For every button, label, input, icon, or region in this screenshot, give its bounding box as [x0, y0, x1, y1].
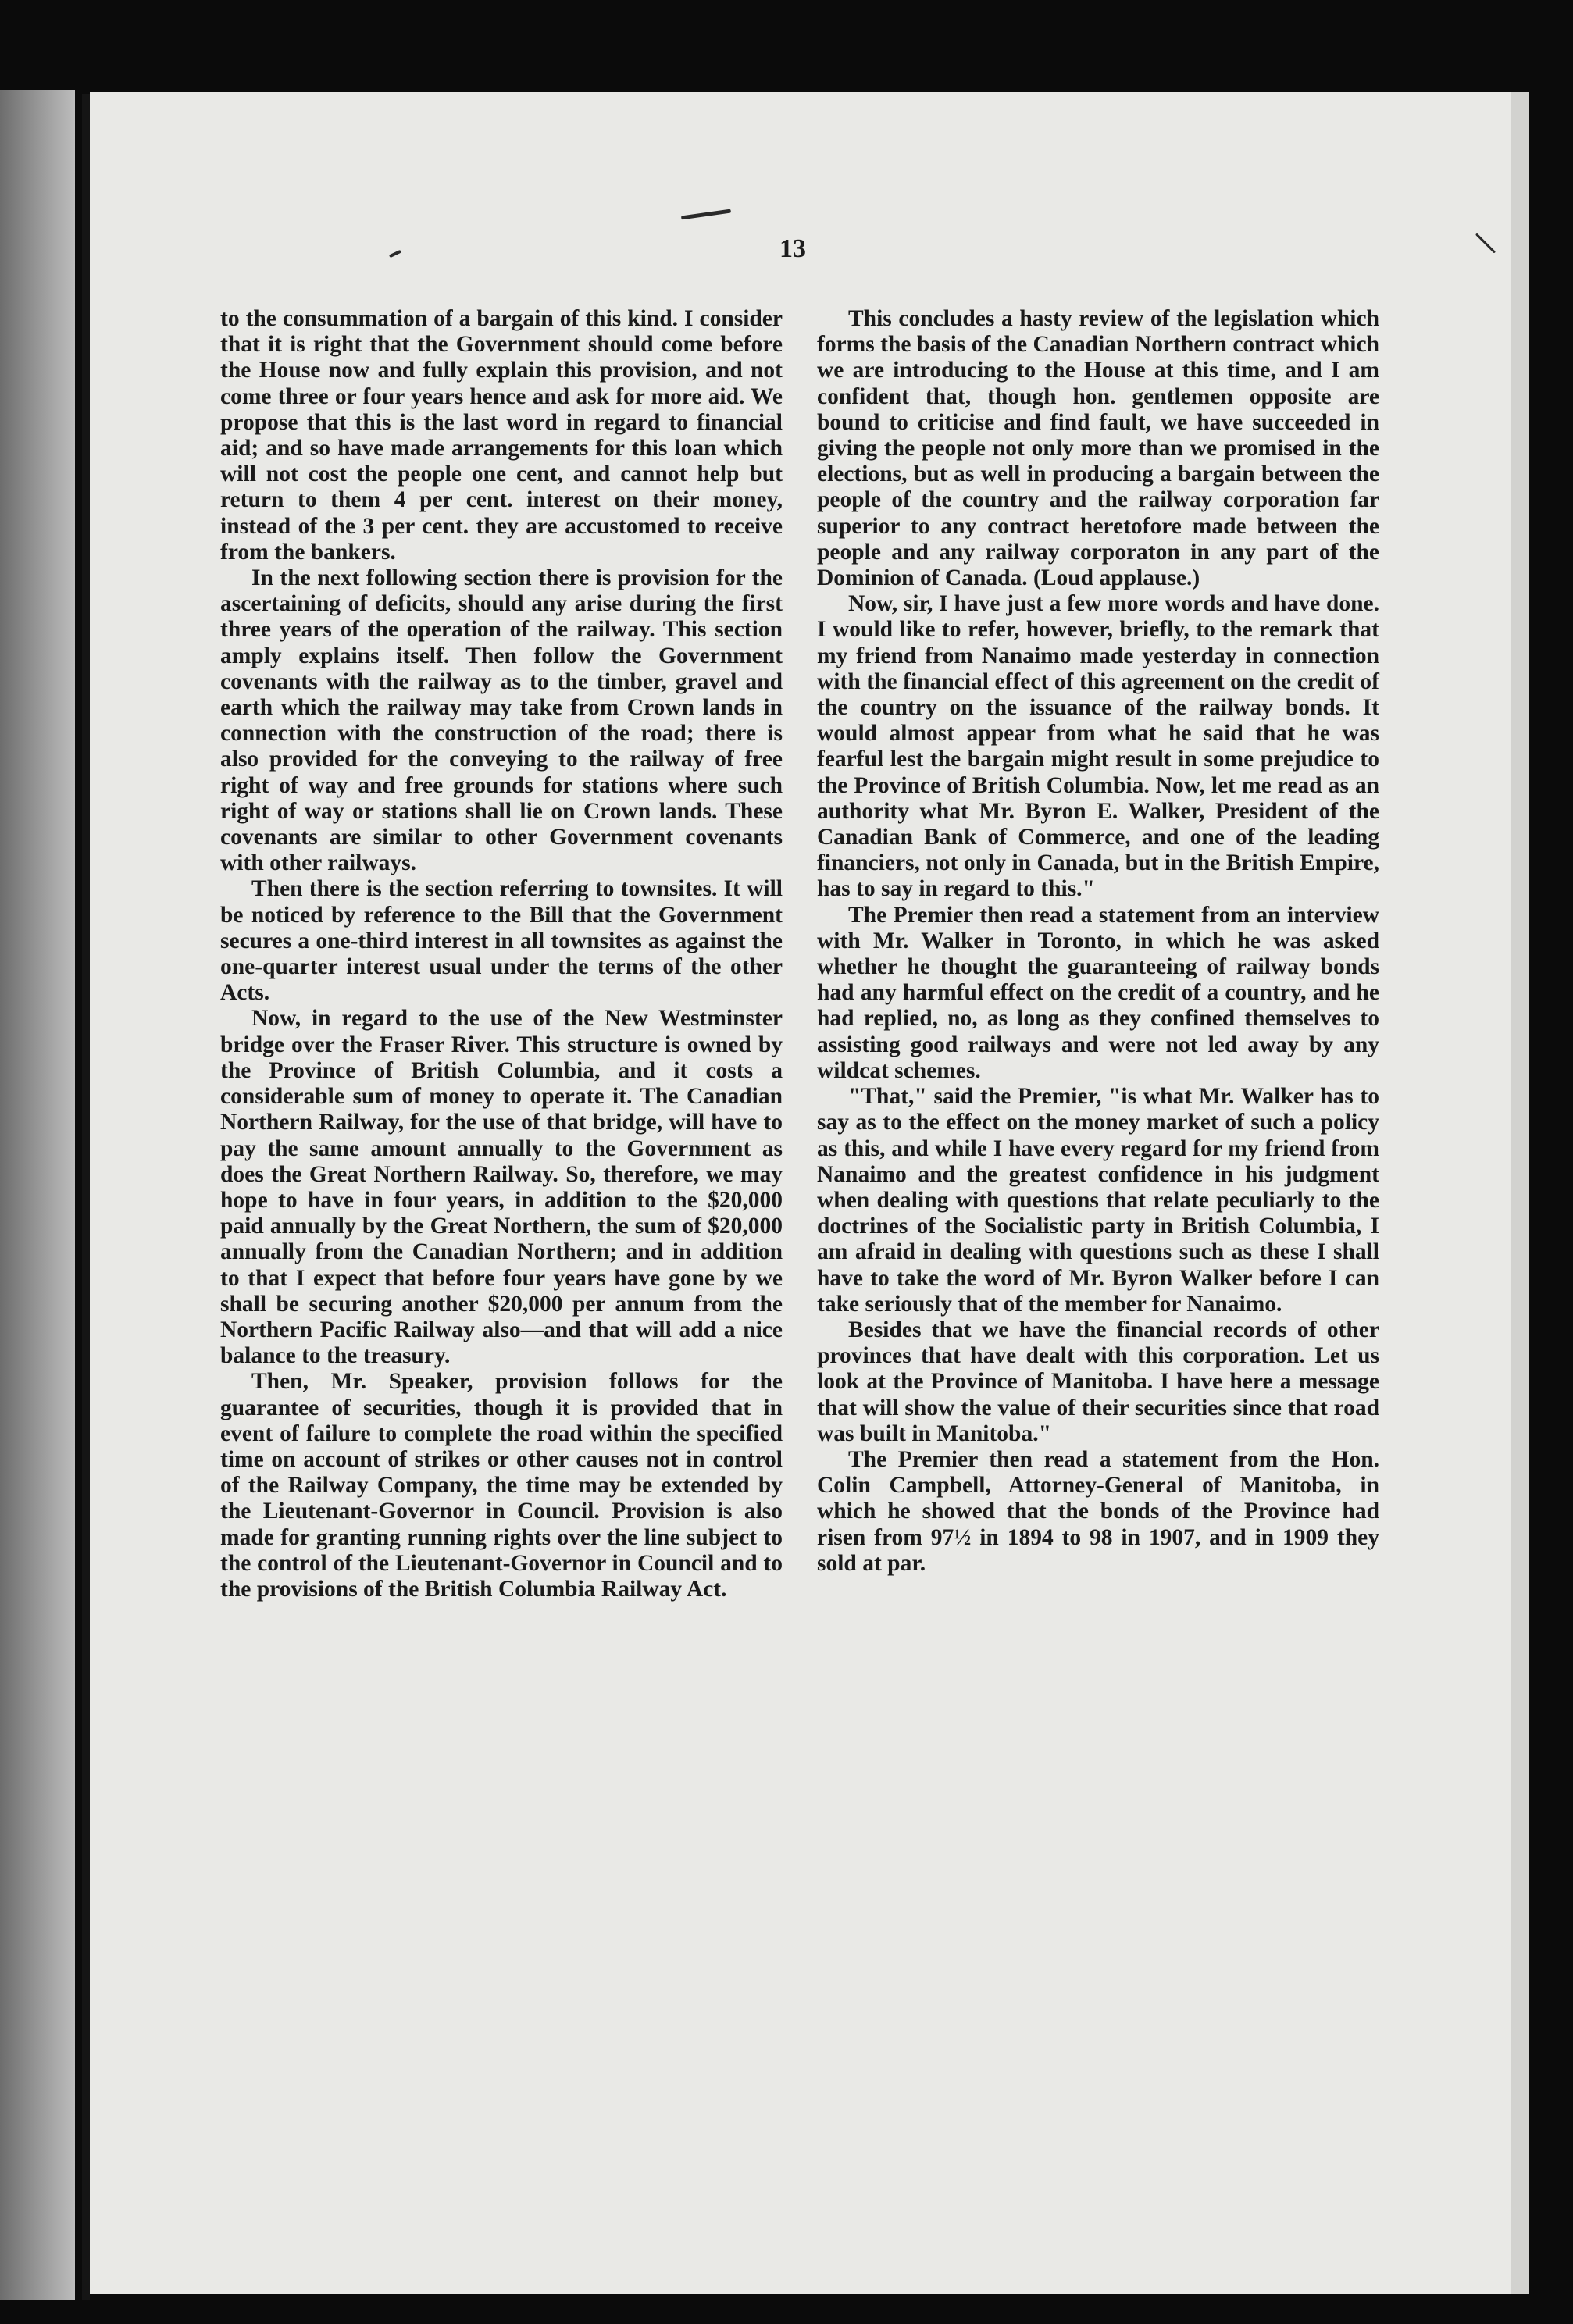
- paragraph: Now, in regard to the use of the New Westminster bridge over the Fraser River. This structure is owned by the Province of British Columbia, and it costs a considerable sum of money to operate it. The Canadian Northern Railway, for the use of that bridge, will have to pay the same amount annually to the Government as does the Great Northern Railway. So, therefore, we may hope to have in four years, in addition to the $20,000 paid annually by the Great Northern, the sum of $20,000 annually from the Canadian Northern; and in addition to that I expect that before four years have gone by we shall be securing another $20,000 per annum from the Northern Pacific Railway also—and that will add a nice balance to the treasury.: [220, 1006, 783, 1369]
- paragraph: The Premier then read a statement from an interview with Mr. Walker in Toronto, in which he was asked whether he thought the guaranteeing of railway bonds had any harmful effect on the credit of a country, and he had replied, no, as long as they confined themselves to assisting good railways and were not led away by any wildcat schemes.: [817, 902, 1379, 1083]
- paragraph: Now, sir, I have just a few more words and have done. I would like to refer, however, briefly, to the remark that my friend from Nanaimo made yesterday in connection with the financial effect of this agreement on the credit of the country on the issuance of the railway bonds. It would almost appear from what he said that he was fearful lest the bargain might result in some prejudice to the Province of British Columbia. Now, let me read as an authority what Mr. Byron E. Walker, President of the Canadian Bank of Commerce, and one of the leading financiers, not only in Canada, but in the British Empire, has to say in regard to this.": [817, 591, 1379, 902]
- paragraph: The Premier then read a statement from the Hon. Colin Campbell, Attorney-General of Manitoba, in which he showed that the bonds of the Province had risen from 97½ in 1894 to 98 in 1907, and in 1909 they sold at par.: [817, 1446, 1379, 1576]
- left-column: [220, 306, 783, 1602]
- paragraph: This concludes a hasty review of the legislation which forms the basis of the Canadian Northern contract which we are introducing to the House at this time, and I am confident that, though hon. gentlemen opposite are bound to criticise and find fault, we have succeeded in giving the people not only more than we promised in the elections, but as well in producing a bargain between the people of the country and the railway corporation far superior to any contract heretofore made between the people and any railway corporaton in any part of the Dominion of Canada. (Loud applause.): [817, 306, 1379, 591]
- paragraph: Then, Mr. Speaker, provision follows for the guarantee of securities, though it is provided that in event of failure to complete the road within the specified time on account of strikes or other causes not in control of the Railway Company, the time may be extended by the Lieutenant-Governor in Council. Provision is also made for granting running rights over the line subject to the control of the Lieutenant-Governor in Council and to the provisions of the British Columbia Railway Act.: [220, 1369, 783, 1602]
- paragraph: "That," said the Premier, "is what Mr. Walker has to say as to the effect on the money market of such a policy as this, and while I have every regard for my friend from Nanaimo and the greatest confidence in his judgment when dealing with questions that relate peculiarly to the doctrines of the Socialistic party in British Columbia, I am afraid in dealing with questions such as these I shall have to take the word of Mr. Byron Walker before I can take seriously that of the member for Nanaimo.: [817, 1084, 1379, 1317]
- paragraph: Besides that we have the financial records of other provinces that have dealt with this corporation. Let us look at the Province of Manitoba. I have here a message that will show the value of their securities since that road was built in Manitoba.": [817, 1317, 1379, 1446]
- paragraph: to the consummation of a bargain of this kind. I consider that it is right that the Government should come before the House now and fully explain this provision, and not come three or four years hence and ask for more aid. We propose that this is the last word in regard to financial aid; and so have made arrangements for this loan which will not cost the people one cent, and cannot help but return to them 4 per cent. interest on their money, instead of the 3 per cent. they are accustomed to receive from the bankers.: [220, 306, 783, 565]
- page-number: 13: [779, 234, 806, 263]
- facing-page-edge: [0, 90, 75, 2300]
- paragraph: Then there is the section referring to townsites. It will be noticed by reference to the Bill that the Government secures a one-third interest in all townsites as against the one-quarter interest usual under the terms of the other Acts.: [220, 876, 783, 1006]
- paragraph: In the next following section there is provision for the ascertaining of deficits, should any arise during the first three years of the operation of the railway. This section amply explains itself. Then follow the Government covenants with the railway as to the timber, gravel and earth which the railway may take from Crown lands in connection with the construction of the road; there is also provided for the conveying to the railway of free right of way and free grounds for stations where such right of way or stations shall lie on Crown lands. These covenants are similar to other Government covenants with other railways.: [220, 565, 783, 876]
- right-column: [817, 306, 1379, 1577]
- binding-shadow: [82, 94, 90, 2300]
